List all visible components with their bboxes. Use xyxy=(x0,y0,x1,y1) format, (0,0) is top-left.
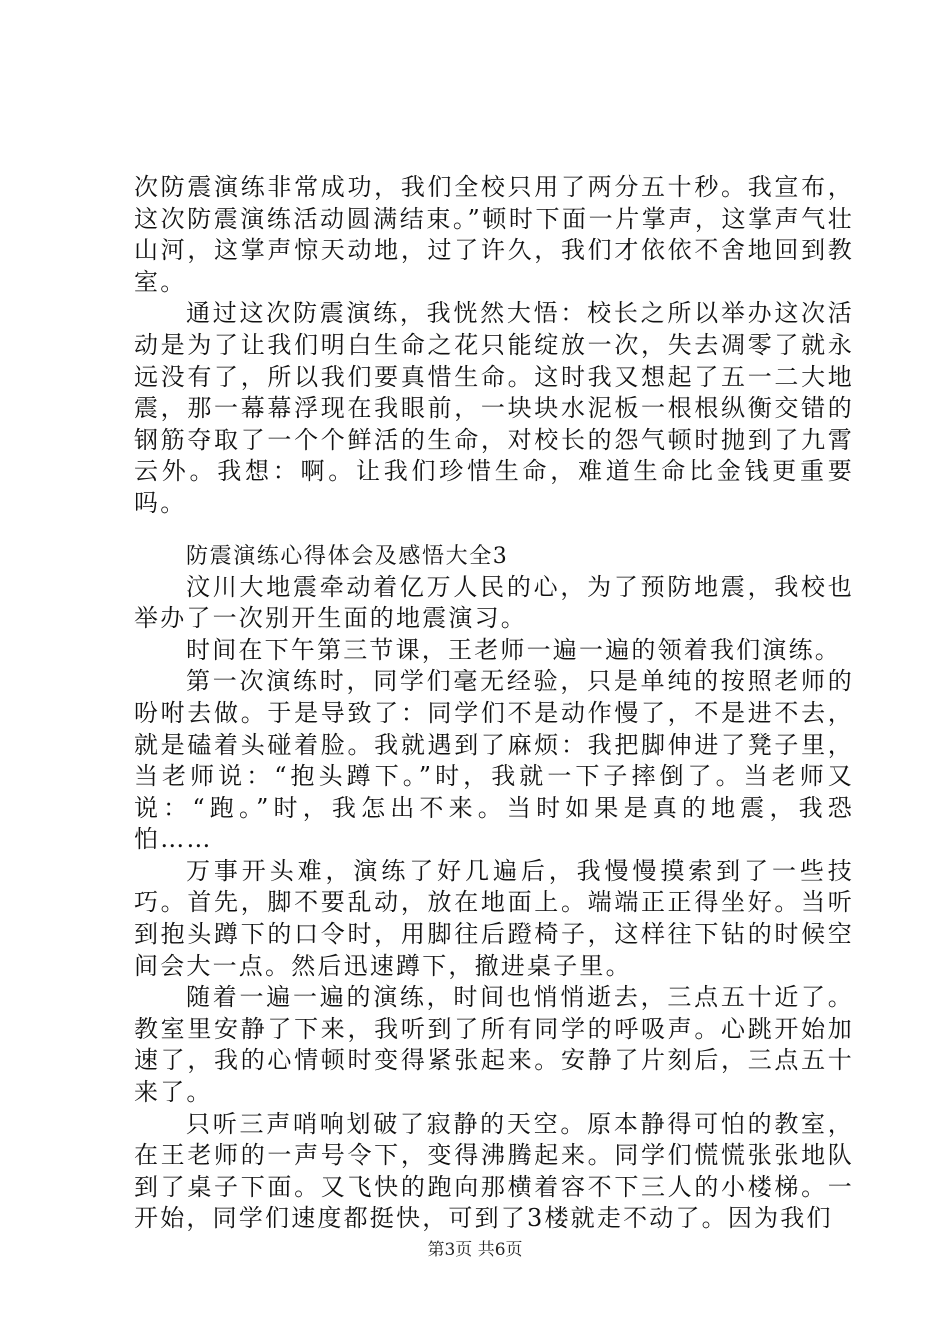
paragraph: 时间在下午第三节课，王老师一遍一遍的领着我们演练。 xyxy=(186,635,841,664)
paragraph: 通过这次防震演练，我恍然大悟：校长之所以举办这次活动是为了让我们明白生命之花只能绽放一次，失去凋零了就永远没有了，所以我们要真惜生命。这时我又想起了五一二大地震，那一幕幕浮现在我眼前，一块块水泥板一根根纵衡交错的钢筋夺取了一个个鲜活的生命，对校长的怨气顿时抛到了九霄云外。我想：啊。让我们珍惜生命，难道生命比金钱更重要吗。 xyxy=(134,299,854,517)
paragraph: 随着一遍一遍的演练，时间也悄悄逝去，三点五十近了。教室里安静了下来，我听到了所有同学的呼吸声。心跳开始加速了，我的心情顿时变得紧张起来。安静了片刻后，三点五十来了。 xyxy=(134,983,854,1107)
paragraph: 第一次演练时，同学们毫无经验，只是单纯的按照老师的吩咐去做。于是导致了：同学们不是动作慢了，不是进不去，就是磕着头碰着脸。我就遇到了麻烦：我把脚伸进了凳子里，当老师说：“抱头蹲下。”时，我就一下子摔倒了。当老师又说：“跑。”时，我怎出不来。当时如果是真的地震，我恐怕…… xyxy=(134,667,854,854)
paragraph: 汶川大地震牵动着亿万人民的心，为了预防地震，我校也举办了一次别开生面的地震演习。 xyxy=(134,572,854,633)
section-title: 防震演练心得体会及感悟大全3 xyxy=(186,543,509,569)
paragraph-continued: 次防震演练非常成功，我们全校只用了两分五十秒。我宣布，这次防震演练活动圆满结束。”顿时下面一片掌声，这掌声气壮山河，这掌声惊天动地，过了许久，我们才依依不舍地回到教室。 xyxy=(134,173,854,296)
paragraph: 万事开头难，演练了好几遍后，我慢慢摸索到了一些技巧。首先，脚不要乱动，放在地面上。端端正正得坐好。当听到抱头蹲下的口令时，用脚往后蹬椅子，这样往下钻的时候空间会大一点。然后迅速蹲下，撤进桌子里。 xyxy=(134,856,854,980)
document-body xyxy=(134,172,854,1235)
section-spacer xyxy=(134,520,854,542)
paragraph: 只听三声哨响划破了寂静的天空。原本静得可怕的教室，在王老师的一声号令下，变得沸腾起来。同学们慌慌张张地队到了桌子下面。又飞快的跑向那横着容不下三人的小楼梯。一开始，同学们速度都挺快，可到了3楼就走不动了。因为我们 xyxy=(134,1109,854,1233)
page-number-footer: 第3页 共6页 xyxy=(427,1240,523,1260)
